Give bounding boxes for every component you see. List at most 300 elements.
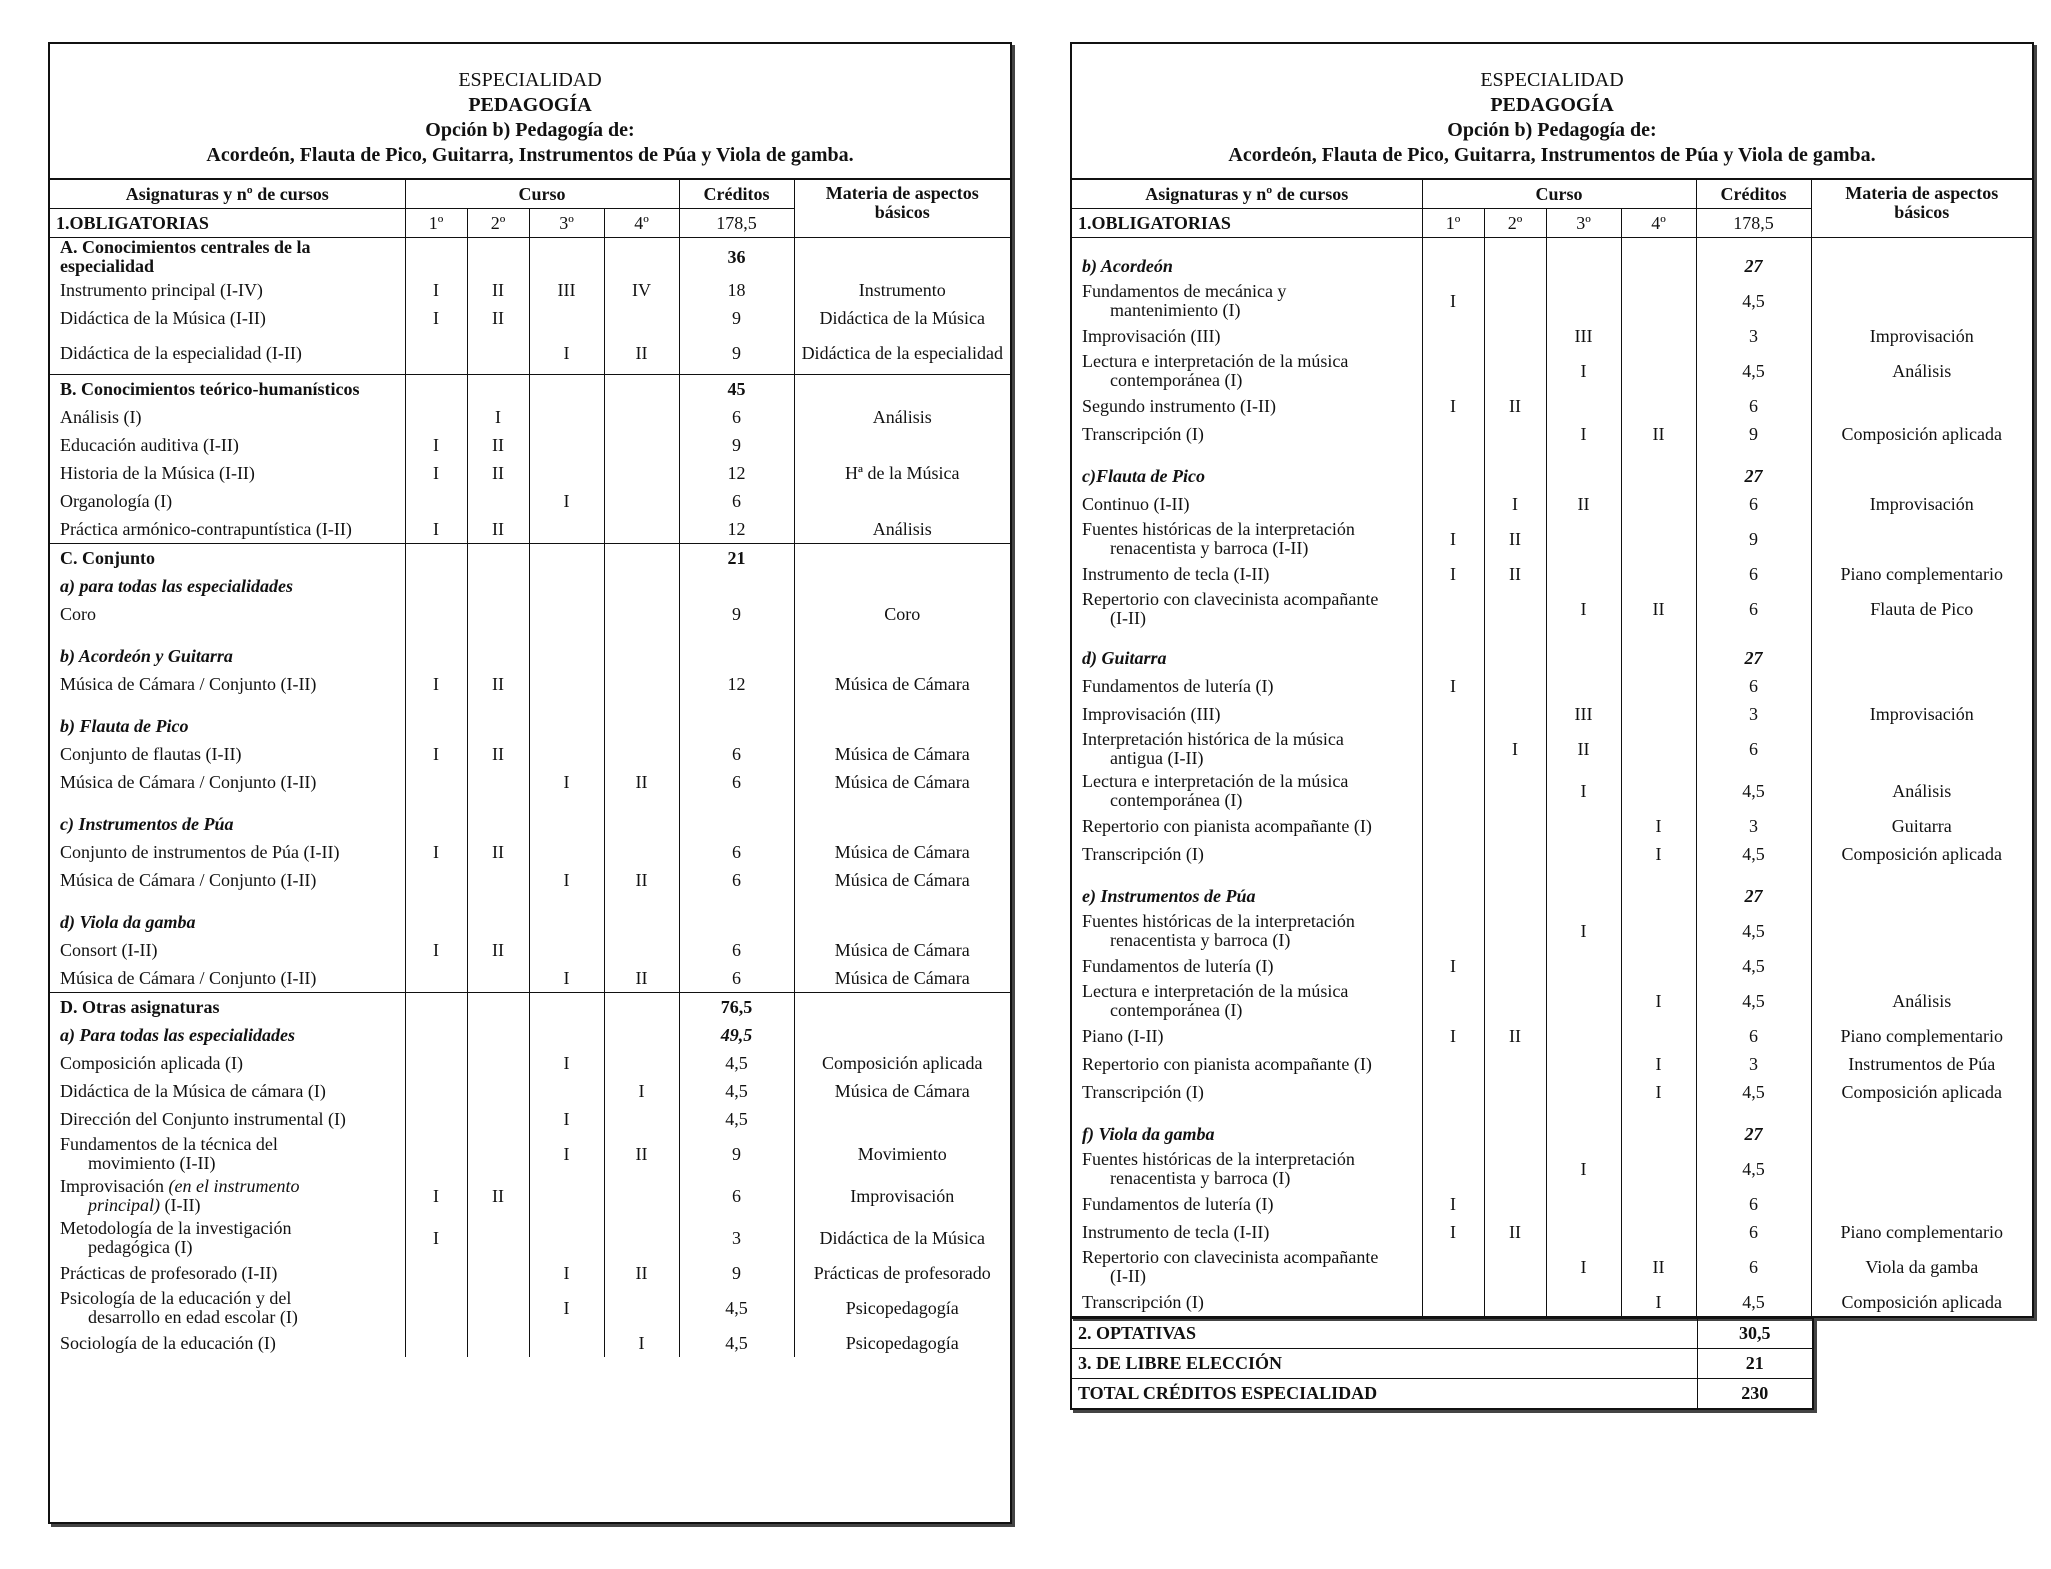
subject-name: e) Instrumentos de Púa xyxy=(1082,885,1256,906)
year-y1 xyxy=(405,1329,467,1357)
year-y3 xyxy=(1546,1120,1621,1148)
year-y3 xyxy=(1546,280,1621,322)
materia: Didáctica de la especialidad xyxy=(794,332,1010,375)
credits xyxy=(679,908,794,936)
materia: Música de Cámara xyxy=(794,964,1010,993)
materia xyxy=(794,431,1010,459)
subject-line2-text: contemporánea (I) xyxy=(1110,1000,1243,1020)
year-y3 xyxy=(1546,980,1621,1022)
col-curso: Curso xyxy=(405,180,679,209)
year-y1 xyxy=(405,993,467,1022)
spacer-row xyxy=(1072,630,2032,644)
materia xyxy=(1811,728,2032,770)
subject-line1: Didáctica de la especialidad (I-II) xyxy=(60,342,302,363)
year-y1 xyxy=(1422,812,1484,840)
right-table-body xyxy=(1072,180,2032,1316)
obligatorias-total: 178,5 xyxy=(1696,209,1811,238)
year-y3: I xyxy=(1546,770,1621,812)
year-y2 xyxy=(467,1105,529,1133)
spacer-cell xyxy=(1072,630,1422,644)
year-y2 xyxy=(1484,910,1546,952)
year-y3 xyxy=(1546,1218,1621,1246)
table-row xyxy=(1072,392,2032,420)
spacer-cell xyxy=(679,796,794,810)
year-y3 xyxy=(529,238,604,277)
spacer-cell xyxy=(1621,448,1696,462)
subject-name xyxy=(50,276,405,304)
year-y1 xyxy=(405,1105,467,1133)
year-y2 xyxy=(1484,644,1546,672)
spacer-row xyxy=(1072,448,2032,462)
spacer-cell xyxy=(1072,448,1422,462)
year-y4 xyxy=(604,1175,679,1217)
subject-line1: Análisis (I) xyxy=(60,406,142,427)
year-y1 xyxy=(405,332,467,375)
year-y2 xyxy=(467,1021,529,1049)
year-y1: I xyxy=(405,670,467,698)
materia xyxy=(794,908,1010,936)
subject-name: b) Flauta de Pico xyxy=(60,715,189,736)
table-row xyxy=(1072,980,2032,1022)
year-y2: II xyxy=(1484,518,1546,560)
credits: 27 xyxy=(1696,882,1811,910)
year-y4: I xyxy=(1621,1288,1696,1316)
spacer-cell xyxy=(1484,630,1546,644)
year-y1: I xyxy=(405,740,467,768)
credits: 6 xyxy=(1696,560,1811,588)
subject-name xyxy=(50,1077,405,1105)
year-y2 xyxy=(467,1329,529,1357)
credits: 12 xyxy=(679,670,794,698)
year-y3: I xyxy=(1546,588,1621,630)
subject-name xyxy=(1072,952,1422,980)
year-y2 xyxy=(467,375,529,404)
subject-line2 xyxy=(1082,749,1416,768)
credits: 6 xyxy=(1696,672,1811,700)
year-y1 xyxy=(1422,644,1484,672)
table-row xyxy=(50,403,1010,431)
subject-line1: Transcripción (I) xyxy=(1082,1081,1204,1102)
subject-name xyxy=(1072,1218,1422,1246)
materia: Composición aplicada xyxy=(794,1049,1010,1077)
subject-line1: Improvisación (III) xyxy=(1082,703,1221,724)
materia: Improvisación xyxy=(1811,490,2032,518)
year-y1: I xyxy=(1422,1190,1484,1218)
header-line2: PEDAGOGÍA xyxy=(468,94,592,116)
credits: 76,5 xyxy=(679,993,794,1022)
credits: 36 xyxy=(679,238,794,277)
table-row xyxy=(50,600,1010,628)
year-y3 xyxy=(529,642,604,670)
materia: Piano complementario xyxy=(1811,560,2032,588)
year-y4 xyxy=(1621,392,1696,420)
table-row xyxy=(50,1259,1010,1287)
spacer-cell xyxy=(794,796,1010,810)
table-row xyxy=(50,1133,1010,1175)
table-row xyxy=(50,740,1010,768)
year-y2 xyxy=(1484,700,1546,728)
year-y1: I xyxy=(1422,672,1484,700)
spacer-cell xyxy=(467,698,529,712)
year-y3 xyxy=(529,1077,604,1105)
year-y2: II xyxy=(467,304,529,332)
credits: 4,5 xyxy=(1696,840,1811,868)
spacer-cell xyxy=(1072,238,1422,253)
year-y4 xyxy=(604,1021,679,1049)
year-y2: II xyxy=(1484,392,1546,420)
year-y4 xyxy=(1621,280,1696,322)
year-y3 xyxy=(529,740,604,768)
year-y1 xyxy=(405,487,467,515)
subject-name xyxy=(50,936,405,964)
materia: Composición aplicada xyxy=(1811,840,2032,868)
table-row xyxy=(50,304,1010,332)
year-y3: I xyxy=(529,866,604,894)
subject-name xyxy=(50,768,405,796)
col-year-y2: 2º xyxy=(1484,209,1546,238)
materia: Composición aplicada xyxy=(1811,1288,2032,1316)
materia xyxy=(794,993,1010,1022)
year-y2: II xyxy=(1484,1022,1546,1050)
year-y3 xyxy=(529,515,604,544)
year-y3 xyxy=(1546,252,1621,280)
year-y4: I xyxy=(1621,1050,1696,1078)
subsection-row xyxy=(50,908,1010,936)
credits: 27 xyxy=(1696,1120,1811,1148)
year-y1 xyxy=(1422,882,1484,910)
subject-name xyxy=(50,403,405,431)
credits: 6 xyxy=(1696,1218,1811,1246)
table-row xyxy=(1072,1022,2032,1050)
year-y1 xyxy=(405,1021,467,1049)
year-y3 xyxy=(1546,840,1621,868)
credits: 6 xyxy=(679,1175,794,1217)
subject-line1: Improvisación (III) xyxy=(1082,325,1221,346)
spacer-cell xyxy=(1621,630,1696,644)
year-y2 xyxy=(467,866,529,894)
year-y2 xyxy=(1484,1246,1546,1288)
year-y2 xyxy=(467,810,529,838)
materia xyxy=(794,1105,1010,1133)
materia: Piano complementario xyxy=(1811,1022,2032,1050)
credits: 6 xyxy=(679,936,794,964)
spacer-cell xyxy=(1696,868,1811,882)
credits: 9 xyxy=(679,304,794,332)
subject-line2-text: contemporánea (I) xyxy=(1110,370,1243,390)
spacer-cell xyxy=(1072,1106,1422,1120)
year-y4 xyxy=(604,459,679,487)
year-y3 xyxy=(529,600,604,628)
year-y3: I xyxy=(529,487,604,515)
subject-name: f) Viola da gamba xyxy=(1082,1123,1215,1144)
subject-line1: Segundo instrumento (I-II) xyxy=(1082,395,1276,416)
year-y2 xyxy=(1484,882,1546,910)
subject-name xyxy=(50,1259,405,1287)
year-y4 xyxy=(1621,462,1696,490)
table-row xyxy=(1072,1190,2032,1218)
year-y2 xyxy=(1484,1120,1546,1148)
materia: Análisis xyxy=(1811,350,2032,392)
subject-name xyxy=(50,431,405,459)
year-y3: I xyxy=(529,1287,604,1329)
subject-name xyxy=(1072,1190,1422,1218)
credits: 4,5 xyxy=(1696,350,1811,392)
totals-label: 2. OPTATIVAS xyxy=(1072,1319,1697,1349)
spacer-cell xyxy=(1811,448,2032,462)
year-y1: I xyxy=(405,276,467,304)
year-y1 xyxy=(405,572,467,600)
materia: Música de Cámara xyxy=(794,838,1010,866)
spacer-cell xyxy=(467,796,529,810)
subject-line2-text: (I-II) xyxy=(1110,1266,1146,1286)
subject-name xyxy=(1072,1078,1422,1106)
totals-credits: 21 xyxy=(1697,1349,1812,1379)
credits: 6 xyxy=(679,403,794,431)
materia: Psicopedagogía xyxy=(794,1329,1010,1357)
materia: Psicopedagogía xyxy=(794,1287,1010,1329)
col-year-y2: 2º xyxy=(467,209,529,238)
year-y3 xyxy=(1546,952,1621,980)
year-y4: I xyxy=(1621,840,1696,868)
spacer-row xyxy=(50,796,1010,810)
credits: 45 xyxy=(679,375,794,404)
subject-name xyxy=(1072,770,1422,812)
materia: Análisis xyxy=(794,515,1010,544)
year-y3 xyxy=(529,1217,604,1259)
year-y2 xyxy=(1484,812,1546,840)
credits: 4,5 xyxy=(679,1049,794,1077)
subject-line2 xyxy=(1082,791,1416,810)
year-y2 xyxy=(1484,280,1546,322)
materia: Instrumentos de Púa xyxy=(1811,1050,2032,1078)
credits: 4,5 xyxy=(679,1329,794,1357)
year-y2: II xyxy=(467,740,529,768)
materia: Música de Cámara xyxy=(794,866,1010,894)
year-y4 xyxy=(604,908,679,936)
year-y4 xyxy=(604,712,679,740)
year-y3: I xyxy=(1546,1246,1621,1288)
year-y4 xyxy=(1621,560,1696,588)
year-y1 xyxy=(405,768,467,796)
year-y1: I xyxy=(1422,280,1484,322)
year-y4 xyxy=(1621,644,1696,672)
year-y2 xyxy=(467,712,529,740)
table-row xyxy=(50,768,1010,796)
subsection-row xyxy=(1072,462,2032,490)
year-y2 xyxy=(467,1049,529,1077)
year-y2: II xyxy=(467,515,529,544)
subject-name: B. Conocimientos teórico-humanísticos xyxy=(50,375,405,404)
year-y1 xyxy=(1422,770,1484,812)
credits: 9 xyxy=(1696,420,1811,448)
year-y3 xyxy=(1546,392,1621,420)
subject-name xyxy=(1072,1148,1422,1190)
spacer-cell xyxy=(794,894,1010,908)
year-y2: II xyxy=(467,936,529,964)
spacer-cell xyxy=(1696,448,1811,462)
year-y3 xyxy=(1546,518,1621,560)
spacer-cell xyxy=(405,796,467,810)
credits: 3 xyxy=(1696,700,1811,728)
materia xyxy=(1811,644,2032,672)
year-y3 xyxy=(1546,812,1621,840)
subject-name xyxy=(50,1175,405,1217)
year-y3 xyxy=(529,908,604,936)
table-row xyxy=(1072,700,2032,728)
subject-name xyxy=(50,487,405,515)
credits: 27 xyxy=(1696,252,1811,280)
credits: 6 xyxy=(1696,1246,1811,1288)
materia: Composición aplicada xyxy=(1811,420,2032,448)
credits: 12 xyxy=(679,459,794,487)
col-materia: Materia de aspectos básicos xyxy=(1811,180,2032,238)
credits: 6 xyxy=(1696,1022,1811,1050)
year-y3: II xyxy=(1546,490,1621,518)
year-y4: I xyxy=(1621,1078,1696,1106)
subject-line1: Consort (I-II) xyxy=(60,939,158,960)
subject-line2-text: pedagógica (I) xyxy=(88,1237,193,1257)
subject-line2 xyxy=(1082,609,1416,628)
year-y4 xyxy=(604,600,679,628)
subject-line1: Música de Cámara / Conjunto (I-II) xyxy=(60,967,317,988)
year-y2 xyxy=(467,1217,529,1259)
subject-line1: Transcripción (I) xyxy=(1082,423,1204,444)
table-row xyxy=(1072,1050,2032,1078)
year-y4 xyxy=(1621,1120,1696,1148)
header-line1: ESPECIALIDAD xyxy=(458,69,602,91)
totals-label: TOTAL CRÉDITOS ESPECIALIDAD xyxy=(1072,1379,1697,1409)
subsection-row xyxy=(50,642,1010,670)
table-row xyxy=(50,1077,1010,1105)
table-row xyxy=(1072,1218,2032,1246)
spacer-cell xyxy=(1696,238,1811,253)
materia: Flauta de Pico xyxy=(1811,588,2032,630)
spacer-cell xyxy=(50,698,405,712)
section-row xyxy=(50,375,1010,404)
header-line4: Acordeón, Flauta de Pico, Guitarra, Instrumentos de Púa y Viola de gamba. xyxy=(206,144,854,166)
year-y2 xyxy=(1484,252,1546,280)
year-y1: I xyxy=(1422,1022,1484,1050)
subject-name xyxy=(1072,700,1422,728)
year-y1: I xyxy=(405,936,467,964)
subject-line1-italic: (en el instrumento xyxy=(168,1176,300,1196)
table-row xyxy=(1072,1246,2032,1288)
subject-line1: Sociología de la educación (I) xyxy=(60,1332,276,1353)
table-row xyxy=(1072,672,2032,700)
year-y1 xyxy=(1422,1050,1484,1078)
spacer-cell xyxy=(1484,868,1546,882)
year-y3: II xyxy=(1546,728,1621,770)
header-line3: Opción b) Pedagogía de: xyxy=(1447,119,1657,141)
subject-name xyxy=(50,838,405,866)
table-row xyxy=(50,1105,1010,1133)
subject-name xyxy=(50,600,405,628)
subject-line1: Dirección del Conjunto instrumental (I) xyxy=(60,1108,346,1129)
subject-line1: Psicología de la educación y del xyxy=(60,1288,292,1308)
subject-line2 xyxy=(60,1154,399,1173)
table-row xyxy=(1072,490,2032,518)
year-y3 xyxy=(529,1175,604,1217)
table-header xyxy=(1072,44,2032,180)
year-y4 xyxy=(1621,1022,1696,1050)
year-y3 xyxy=(529,810,604,838)
header-line2: PEDAGOGÍA xyxy=(1490,94,1614,116)
subject-name xyxy=(1072,420,1422,448)
year-y2: I xyxy=(467,403,529,431)
subject-name xyxy=(1072,588,1422,630)
year-y2 xyxy=(1484,1148,1546,1190)
subject-line1: Improvisación xyxy=(60,1176,164,1196)
materia xyxy=(794,1021,1010,1049)
subject-line2-text: renacentista y barroca (I) xyxy=(1110,1168,1291,1188)
year-y1: I xyxy=(1422,560,1484,588)
year-y3 xyxy=(529,838,604,866)
table-row xyxy=(50,1329,1010,1357)
materia: Música de Cámara xyxy=(794,936,1010,964)
year-y3: I xyxy=(529,964,604,993)
year-y2 xyxy=(1484,588,1546,630)
subject-name xyxy=(1072,392,1422,420)
spacer-cell xyxy=(1621,238,1696,253)
subject-line2-text: (I-II) xyxy=(1110,608,1146,628)
year-y4 xyxy=(604,838,679,866)
year-y2 xyxy=(1484,672,1546,700)
year-y2: I xyxy=(1484,490,1546,518)
table-row xyxy=(1072,560,2032,588)
subject-line2 xyxy=(1082,1267,1416,1286)
materia xyxy=(1811,518,2032,560)
totals-row xyxy=(1072,1319,1812,1349)
spacer-cell xyxy=(1546,238,1621,253)
spacer-cell xyxy=(529,698,604,712)
subject-line1: Repertorio con clavecinista acompañante xyxy=(1082,1247,1379,1267)
subject-name xyxy=(1072,322,1422,350)
spacer-cell xyxy=(467,628,529,642)
spacer-row xyxy=(1072,868,2032,882)
year-y1 xyxy=(1422,700,1484,728)
column-header-row xyxy=(50,180,1010,209)
year-y4 xyxy=(604,431,679,459)
year-y2 xyxy=(467,642,529,670)
subject-line1: Conjunto de flautas (I-II) xyxy=(60,743,242,764)
col-curso: Curso xyxy=(1422,180,1696,209)
subject-line2-text: renacentista y barroca (I-II) xyxy=(1110,538,1309,558)
spacer-cell xyxy=(1546,1106,1621,1120)
credits: 9 xyxy=(1696,518,1811,560)
left-table xyxy=(50,180,1010,1357)
materia: Análisis xyxy=(794,403,1010,431)
year-y4: IV xyxy=(604,276,679,304)
subject-line1: Continuo (I-II) xyxy=(1082,493,1190,514)
credits xyxy=(679,642,794,670)
subject-name xyxy=(1072,672,1422,700)
year-y4 xyxy=(1621,252,1696,280)
year-y3: I xyxy=(1546,910,1621,952)
materia: Prácticas de profesorado xyxy=(794,1259,1010,1287)
totals-row xyxy=(1072,1349,1812,1379)
year-y2 xyxy=(1484,1288,1546,1316)
table-row xyxy=(50,276,1010,304)
credits: 4,5 xyxy=(1696,770,1811,812)
spacer-cell xyxy=(1072,868,1422,882)
year-y1 xyxy=(1422,1148,1484,1190)
spacer-cell xyxy=(529,796,604,810)
table-row xyxy=(1072,1288,2032,1316)
subject-name xyxy=(1072,840,1422,868)
subject-line2 xyxy=(1082,1001,1416,1020)
subject-line1: Práctica armónico-contrapuntística (I-II) xyxy=(60,518,352,539)
credits: 6 xyxy=(679,866,794,894)
